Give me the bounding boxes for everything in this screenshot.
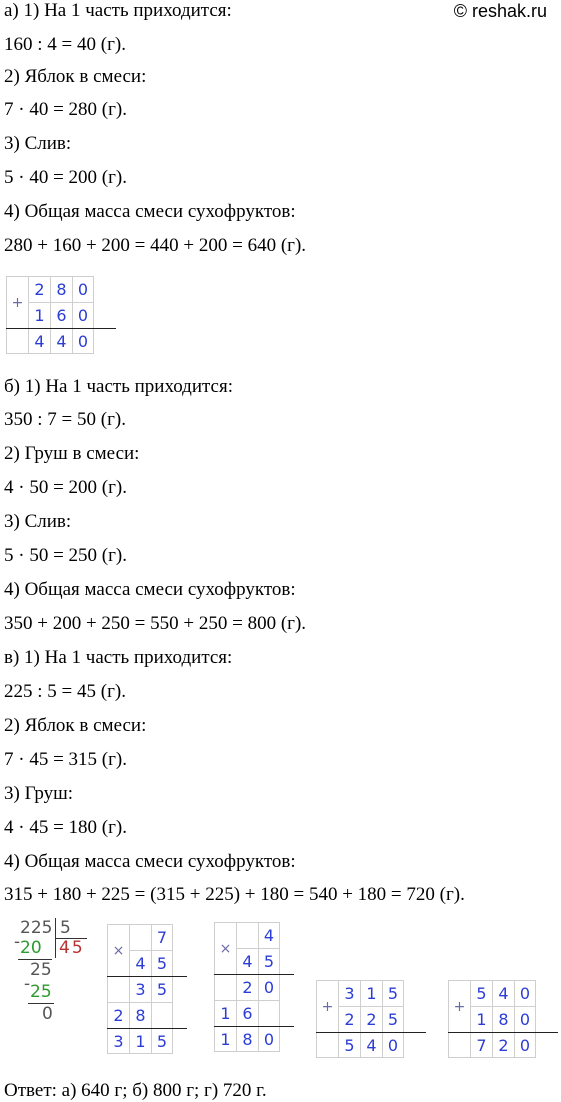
plus-sign: +: [6, 276, 28, 328]
digit: 0: [72, 328, 94, 354]
watermark: © reshak.ru: [453, 1, 547, 21]
empty-cell: [214, 974, 236, 1000]
product-line: [214, 974, 294, 975]
text-line: 3) Слив:: [4, 511, 72, 532]
text-line: 3) Груш:: [4, 783, 74, 804]
text-line: 160 : 4 = 40 (г).: [4, 34, 126, 55]
text-line: б) 1) На 1 часть приходится:: [4, 376, 234, 397]
empty-cell: [6, 328, 28, 354]
digit: 1: [470, 1006, 492, 1032]
digit: 8: [492, 1006, 514, 1032]
digit: 7: [470, 1032, 492, 1058]
remainder: 25: [30, 960, 52, 980]
plus-sign: +: [316, 980, 338, 1032]
digit: 1: [214, 1000, 236, 1026]
digit: 0: [514, 1032, 536, 1058]
text-line: 7 · 40 = 280 (г).: [4, 99, 127, 120]
text-line: 4 · 50 = 200 (г).: [4, 477, 127, 498]
empty-cell: [258, 1000, 280, 1026]
text-line: в) 1) На 1 часть приходится:: [4, 647, 233, 668]
digit: 3: [129, 976, 151, 1002]
empty-cell: [236, 922, 258, 948]
text-line: 350 : 7 = 50 (г).: [4, 409, 126, 430]
text-line: 4) Общая масса смеси сухофруктов:: [4, 201, 296, 222]
text-line: 4) Общая масса смеси сухофруктов:: [4, 579, 296, 600]
digit: 4: [50, 328, 72, 354]
text-line: 350 + 200 + 250 = 550 + 250 = 800 (г).: [4, 613, 307, 634]
digit: 4: [236, 948, 258, 974]
digit: 5: [258, 948, 280, 974]
column-multiplication-7-45: [107, 924, 187, 1058]
digit: 6: [236, 1000, 258, 1026]
digit: 2: [492, 1032, 514, 1058]
digit: 3: [338, 980, 360, 1006]
times-sign: ×: [107, 924, 129, 976]
text-line: 7 · 45 = 315 (г).: [4, 749, 127, 770]
minus-sign: -: [24, 974, 31, 994]
digit: 4: [258, 922, 280, 948]
digit: 8: [129, 1002, 151, 1028]
column-addition-540-180: [448, 980, 558, 1058]
empty-cell: [151, 1002, 173, 1028]
digit: 5: [338, 1032, 360, 1058]
digit: 2: [236, 974, 258, 1000]
digit: 0: [72, 302, 94, 328]
plus-sign: +: [448, 980, 470, 1032]
digit: 7: [151, 924, 173, 950]
text-line: 5 · 40 = 200 (г).: [4, 167, 127, 188]
digit: 5: [470, 980, 492, 1006]
empty-cell: [316, 1032, 338, 1058]
digit: 8: [236, 1026, 258, 1052]
quotient: 45: [59, 938, 85, 958]
digit: 8: [50, 276, 72, 302]
digit: 4: [28, 328, 50, 354]
digit: 2: [28, 276, 50, 302]
digit: 4: [129, 950, 151, 976]
partial-product: 25: [30, 982, 52, 1002]
text-line: а) 1) На 1 часть приходится:: [4, 0, 232, 21]
digit: 1: [360, 980, 382, 1006]
column-addition-280-160: [6, 276, 116, 358]
text-line: 225 : 5 = 45 (г).: [4, 681, 126, 702]
sum-line: [316, 1032, 426, 1033]
divisor: 5: [60, 918, 71, 938]
sum-line: [107, 1028, 187, 1029]
text-line: 2) Яблок в смеси:: [4, 715, 147, 736]
final-remainder: 0: [42, 1004, 53, 1024]
digit: 5: [151, 950, 173, 976]
sum-line: [214, 1026, 294, 1027]
text-line: 2) Груш в смеси:: [4, 443, 140, 464]
digit: 1: [129, 1028, 151, 1054]
long-division-225-5: [14, 918, 104, 1068]
digit: 0: [72, 276, 94, 302]
column-addition-315-225: [316, 980, 426, 1058]
text-line: 315 + 180 + 225 = (315 + 225) + 180 = 540 + 180 = 720 (г).: [4, 884, 465, 905]
sum-line: [448, 1032, 558, 1033]
digit: 5: [382, 980, 404, 1006]
digit: 4: [492, 980, 514, 1006]
digit: 4: [360, 1032, 382, 1058]
empty-cell: [107, 976, 129, 1002]
digit: 5: [151, 1028, 173, 1054]
dividend: 225: [20, 918, 53, 938]
text-line: 4 · 45 = 180 (г).: [4, 817, 127, 838]
text-line: 4) Общая масса смеси сухофруктов:: [4, 851, 296, 872]
digit: 2: [338, 1006, 360, 1032]
empty-cell: [448, 1032, 470, 1058]
digit: 0: [258, 1026, 280, 1052]
digit: 5: [151, 976, 173, 1002]
partial-product: 20: [20, 938, 42, 958]
text-line: 5 · 50 = 250 (г).: [4, 545, 127, 566]
digit: 3: [107, 1028, 129, 1054]
digit: 0: [382, 1032, 404, 1058]
times-sign: ×: [214, 922, 236, 974]
column-multiplication-4-45: [214, 922, 294, 1056]
digit: 0: [258, 974, 280, 1000]
text-line: 3) Слив:: [4, 133, 72, 154]
digit: 2: [107, 1002, 129, 1028]
digit: 0: [514, 1006, 536, 1032]
sum-line: [6, 328, 116, 329]
minus-sign: -: [14, 932, 21, 952]
digit: 5: [382, 1006, 404, 1032]
text-line: 280 + 160 + 200 = 440 + 200 = 640 (г).: [4, 235, 307, 256]
digit: 2: [360, 1006, 382, 1032]
product-line: [107, 976, 187, 977]
answer-line: Ответ: а) 640 г; б) 800 г; г) 720 г.: [4, 1080, 267, 1101]
digit: 1: [28, 302, 50, 328]
text-line: 2) Яблок в смеси:: [4, 66, 147, 87]
digit: 1: [214, 1026, 236, 1052]
empty-cell: [129, 924, 151, 950]
digit: 0: [514, 980, 536, 1006]
digit: 6: [50, 302, 72, 328]
